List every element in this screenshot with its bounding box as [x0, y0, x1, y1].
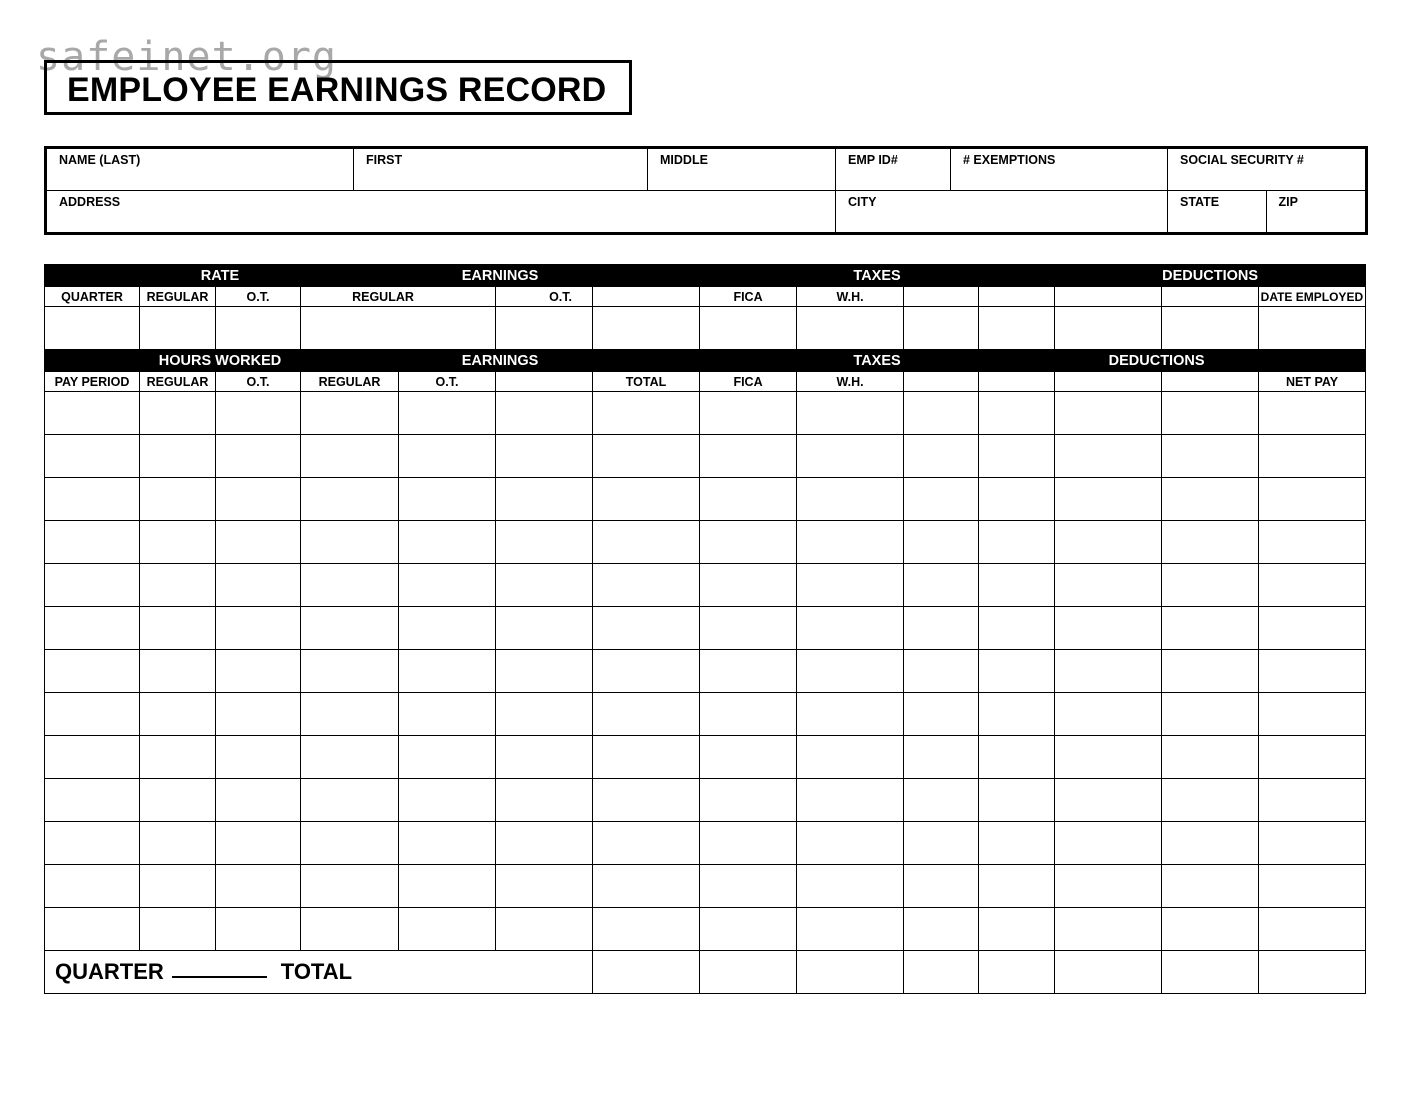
- table-cell[interactable]: [979, 478, 1055, 521]
- total-cell[interactable]: [1162, 951, 1259, 994]
- table-row: [45, 650, 1366, 693]
- quarter-total-label: [45, 951, 593, 994]
- table-cell[interactable]: [797, 908, 904, 951]
- total-cell[interactable]: [904, 951, 979, 994]
- rate-deductions-header: DEDUCTIONS: [1055, 265, 1366, 287]
- pay-fica-col: FICA: [700, 372, 797, 392]
- table-cell[interactable]: [301, 521, 399, 564]
- table-cell[interactable]: [216, 392, 301, 435]
- table-cell[interactable]: [45, 779, 140, 822]
- table-cell[interactable]: [700, 607, 797, 650]
- table-cell[interactable]: [979, 908, 1055, 951]
- table-cell[interactable]: [399, 478, 496, 521]
- rate-header-blank: [45, 265, 140, 287]
- net-pay-header-blank: [1259, 350, 1366, 372]
- table-cell[interactable]: [301, 865, 399, 908]
- table-row: [45, 521, 1366, 564]
- table-cell[interactable]: [1259, 779, 1366, 822]
- table-cell[interactable]: [797, 564, 904, 607]
- table-cell[interactable]: [1055, 607, 1162, 650]
- table-cell[interactable]: [700, 736, 797, 779]
- rate-header: RATE: [140, 265, 301, 287]
- table-cell[interactable]: [45, 478, 140, 521]
- quarter-label: QUARTER: [55, 959, 164, 984]
- table-cell[interactable]: [216, 865, 301, 908]
- table-cell[interactable]: [140, 521, 216, 564]
- table-cell[interactable]: [45, 392, 140, 435]
- quarter-col: QUARTER: [45, 287, 140, 307]
- hours-worked-header: HOURS WORKED: [140, 350, 301, 372]
- table-cell[interactable]: [399, 779, 496, 822]
- table-cell[interactable]: [593, 607, 700, 650]
- table-cell[interactable]: [1055, 650, 1162, 693]
- total-cell[interactable]: [797, 951, 904, 994]
- table-cell[interactable]: [1162, 693, 1259, 736]
- table-cell[interactable]: [797, 521, 904, 564]
- table-cell[interactable]: [797, 779, 904, 822]
- table-row: [45, 908, 1366, 951]
- table-cell[interactable]: [496, 650, 593, 693]
- pay-ded-blank-1: [1055, 372, 1162, 392]
- table-cell[interactable]: [399, 392, 496, 435]
- table-cell[interactable]: [140, 736, 216, 779]
- ssn-field[interactable]: SOCIAL SECURITY #: [1168, 148, 1367, 191]
- table-cell[interactable]: [1259, 392, 1366, 435]
- table-cell[interactable]: [979, 392, 1055, 435]
- table-cell[interactable]: [140, 435, 216, 478]
- rate-ot-col: O.T.: [216, 287, 301, 307]
- table-cell[interactable]: [904, 478, 979, 521]
- table-row: [45, 607, 1366, 650]
- table-cell[interactable]: [1055, 908, 1162, 951]
- table-row: [45, 478, 1366, 521]
- table-cell[interactable]: [1055, 736, 1162, 779]
- table-cell[interactable]: [904, 822, 979, 865]
- table-cell[interactable]: [593, 478, 700, 521]
- title-box: [44, 60, 632, 115]
- table-cell[interactable]: [797, 392, 904, 435]
- pay-total-col: TOTAL: [593, 372, 700, 392]
- table-cell[interactable]: [1055, 779, 1162, 822]
- table-cell[interactable]: [140, 693, 216, 736]
- quarter-total-row: [45, 951, 1366, 994]
- table-cell[interactable]: [979, 607, 1055, 650]
- table-cell[interactable]: [301, 478, 399, 521]
- rate-cell[interactable]: [140, 307, 216, 350]
- table-cell[interactable]: [1259, 736, 1366, 779]
- hours-header-blank: [45, 350, 140, 372]
- pay-ded-blank-2: [1162, 372, 1259, 392]
- table-cell[interactable]: [45, 865, 140, 908]
- table-cell[interactable]: [593, 564, 700, 607]
- table-cell[interactable]: [399, 693, 496, 736]
- table-cell[interactable]: [904, 693, 979, 736]
- address-field[interactable]: [46, 191, 836, 234]
- table-cell[interactable]: [904, 908, 979, 951]
- table-cell[interactable]: [140, 779, 216, 822]
- table-cell[interactable]: [593, 521, 700, 564]
- table-cell[interactable]: [399, 865, 496, 908]
- rate-cell[interactable]: [496, 307, 593, 350]
- table-cell[interactable]: [140, 865, 216, 908]
- table-cell[interactable]: [1259, 607, 1366, 650]
- table-cell[interactable]: [140, 822, 216, 865]
- rate-cell[interactable]: [593, 307, 700, 350]
- table-cell[interactable]: [216, 650, 301, 693]
- rate-cell[interactable]: [904, 307, 979, 350]
- zip-field[interactable]: [1267, 191, 1366, 232]
- rate-cell[interactable]: [1055, 307, 1162, 350]
- table-cell[interactable]: [904, 865, 979, 908]
- hours-deductions-header: DEDUCTIONS: [1055, 350, 1259, 372]
- table-cell[interactable]: [797, 736, 904, 779]
- emp-id-field[interactable]: EMP ID#: [836, 148, 951, 191]
- table-cell[interactable]: [216, 736, 301, 779]
- table-cell[interactable]: [496, 908, 593, 951]
- table-cell[interactable]: [496, 693, 593, 736]
- table-cell[interactable]: [1055, 865, 1162, 908]
- table-cell[interactable]: [1162, 435, 1259, 478]
- table-row: [45, 564, 1366, 607]
- table-cell[interactable]: [700, 779, 797, 822]
- rate-cell[interactable]: [1259, 307, 1366, 350]
- table-cell[interactable]: [904, 607, 979, 650]
- table-cell[interactable]: [700, 435, 797, 478]
- table-cell[interactable]: [301, 564, 399, 607]
- table-cell[interactable]: [700, 521, 797, 564]
- pay-wh-col: W.H.: [797, 372, 904, 392]
- table-cell[interactable]: [904, 521, 979, 564]
- quarter-number-line[interactable]: [172, 976, 267, 978]
- table-cell[interactable]: [700, 650, 797, 693]
- table-cell[interactable]: [496, 478, 593, 521]
- table-cell[interactable]: [301, 435, 399, 478]
- hours-regular-col: REGULAR: [140, 372, 216, 392]
- table-cell[interactable]: [1162, 650, 1259, 693]
- table-cell[interactable]: [301, 650, 399, 693]
- table-cell[interactable]: [593, 865, 700, 908]
- table-cell[interactable]: [1055, 521, 1162, 564]
- table-cell[interactable]: [904, 650, 979, 693]
- middle-name-field[interactable]: MIDDLE: [648, 148, 836, 191]
- exemptions-field[interactable]: # EXEMPTIONS: [951, 148, 1168, 191]
- table-cell[interactable]: [904, 779, 979, 822]
- table-cell[interactable]: [45, 908, 140, 951]
- hours-earnings-header: EARNINGS: [301, 350, 700, 372]
- table-cell[interactable]: [1259, 478, 1366, 521]
- total-cell[interactable]: [593, 951, 700, 994]
- table-cell[interactable]: [496, 736, 593, 779]
- city-field[interactable]: [836, 191, 1168, 234]
- table-cell[interactable]: [797, 693, 904, 736]
- table-cell[interactable]: [496, 435, 593, 478]
- rate-earnings-header: EARNINGS: [301, 265, 700, 287]
- pay-tax-blank-1: [904, 372, 979, 392]
- table-cell[interactable]: [496, 865, 593, 908]
- table-cell[interactable]: [904, 564, 979, 607]
- earn-ot-col: O.T.: [496, 287, 593, 307]
- table-cell[interactable]: [140, 478, 216, 521]
- table-cell[interactable]: [979, 822, 1055, 865]
- table-cell[interactable]: [979, 521, 1055, 564]
- table-row: [45, 736, 1366, 779]
- table-cell[interactable]: [496, 521, 593, 564]
- table-cell[interactable]: [700, 908, 797, 951]
- pay-earn-ot-col: O.T.: [399, 372, 496, 392]
- table-cell[interactable]: [593, 392, 700, 435]
- table-cell[interactable]: [979, 435, 1055, 478]
- table-cell[interactable]: [1162, 779, 1259, 822]
- earnings-grid: [44, 264, 1366, 994]
- table-cell[interactable]: [45, 822, 140, 865]
- table-cell[interactable]: [1259, 650, 1366, 693]
- table-cell[interactable]: [1055, 478, 1162, 521]
- table-cell[interactable]: [797, 650, 904, 693]
- net-pay-col: NET PAY: [1259, 372, 1366, 392]
- table-cell[interactable]: [1162, 822, 1259, 865]
- table-cell[interactable]: [979, 650, 1055, 693]
- table-cell[interactable]: [216, 564, 301, 607]
- table-cell[interactable]: [700, 564, 797, 607]
- table-cell[interactable]: [216, 908, 301, 951]
- table-cell[interactable]: [904, 736, 979, 779]
- table-cell[interactable]: [399, 908, 496, 951]
- table-row: [45, 435, 1366, 478]
- tax-blank-col-1: [904, 287, 979, 307]
- table-cell[interactable]: [301, 822, 399, 865]
- table-cell[interactable]: [593, 650, 700, 693]
- table-cell[interactable]: [1162, 607, 1259, 650]
- table-cell[interactable]: [1055, 822, 1162, 865]
- table-cell[interactable]: [797, 865, 904, 908]
- table-cell[interactable]: [140, 392, 216, 435]
- table-cell[interactable]: [1162, 478, 1259, 521]
- ded-blank-col-1: [1055, 287, 1162, 307]
- table-cell[interactable]: [979, 865, 1055, 908]
- table-cell[interactable]: [700, 865, 797, 908]
- table-cell[interactable]: [1055, 693, 1162, 736]
- tax-blank-col-2: [979, 287, 1055, 307]
- table-cell[interactable]: [140, 564, 216, 607]
- table-cell[interactable]: [979, 779, 1055, 822]
- table-cell[interactable]: [1259, 693, 1366, 736]
- rate-data-row: [45, 307, 1366, 350]
- watermark: safeinet.org: [36, 34, 337, 80]
- table-cell[interactable]: [1259, 908, 1366, 951]
- table-cell[interactable]: [216, 693, 301, 736]
- state-zip-field: [1168, 191, 1367, 234]
- table-cell[interactable]: [301, 693, 399, 736]
- table-cell[interactable]: [301, 607, 399, 650]
- earn-blank-col: [593, 287, 700, 307]
- table-cell[interactable]: [399, 521, 496, 564]
- table-cell[interactable]: [593, 822, 700, 865]
- table-cell[interactable]: [700, 693, 797, 736]
- table-cell[interactable]: [216, 607, 301, 650]
- earn-regular-col: REGULAR: [301, 287, 496, 307]
- table-cell[interactable]: [496, 564, 593, 607]
- table-cell[interactable]: [979, 736, 1055, 779]
- state-field[interactable]: [1168, 191, 1267, 232]
- table-cell[interactable]: [1162, 521, 1259, 564]
- table-cell[interactable]: [593, 736, 700, 779]
- table-cell[interactable]: [593, 779, 700, 822]
- hours-taxes-header: TAXES: [700, 350, 1055, 372]
- page-title: EMPLOYEE EARNINGS RECORD: [67, 71, 607, 109]
- table-cell[interactable]: [399, 435, 496, 478]
- rate-cell[interactable]: [700, 307, 797, 350]
- table-cell[interactable]: [1259, 822, 1366, 865]
- table-cell[interactable]: [1055, 435, 1162, 478]
- table-cell[interactable]: [216, 779, 301, 822]
- table-cell[interactable]: [1055, 564, 1162, 607]
- table-cell[interactable]: [216, 822, 301, 865]
- pay-period-rows: [45, 392, 1366, 951]
- table-cell[interactable]: [593, 908, 700, 951]
- table-cell[interactable]: [1259, 435, 1366, 478]
- pay-earn-regular-col: REGULAR: [301, 372, 399, 392]
- pay-earn-blank-col: [496, 372, 593, 392]
- table-cell[interactable]: [399, 650, 496, 693]
- table-cell[interactable]: [1162, 392, 1259, 435]
- total-cell[interactable]: [1055, 951, 1162, 994]
- table-cell[interactable]: [216, 435, 301, 478]
- table-cell[interactable]: [45, 435, 140, 478]
- table-cell[interactable]: [496, 779, 593, 822]
- table-cell[interactable]: [399, 736, 496, 779]
- hours-ot-col: O.T.: [216, 372, 301, 392]
- city-label: CITY: [848, 195, 877, 209]
- pay-period-col: PAY PERIOD: [45, 372, 140, 392]
- table-cell[interactable]: [1259, 521, 1366, 564]
- table-cell[interactable]: [140, 908, 216, 951]
- table-cell[interactable]: [45, 693, 140, 736]
- table-cell[interactable]: [399, 822, 496, 865]
- table-cell[interactable]: [797, 478, 904, 521]
- table-cell[interactable]: [496, 607, 593, 650]
- table-cell[interactable]: [45, 607, 140, 650]
- table-cell[interactable]: [45, 564, 140, 607]
- rate-cell[interactable]: [216, 307, 301, 350]
- table-cell[interactable]: [979, 564, 1055, 607]
- table-row: [45, 693, 1366, 736]
- table-cell[interactable]: [45, 650, 140, 693]
- wh-col: W.H.: [797, 287, 904, 307]
- rate-cell[interactable]: [797, 307, 904, 350]
- table-cell[interactable]: [45, 736, 140, 779]
- table-cell[interactable]: [1259, 865, 1366, 908]
- table-cell[interactable]: [140, 650, 216, 693]
- table-cell[interactable]: [496, 822, 593, 865]
- table-cell[interactable]: [399, 564, 496, 607]
- date-employed-col: DATE EMPLOYED: [1259, 287, 1366, 307]
- address-label: ADDRESS: [59, 195, 121, 209]
- name-last-field[interactable]: NAME (LAST): [46, 148, 354, 191]
- table-cell[interactable]: [301, 392, 399, 435]
- table-cell[interactable]: [700, 392, 797, 435]
- rate-regular-col: REGULAR: [140, 287, 216, 307]
- table-row: [45, 865, 1366, 908]
- first-name-field[interactable]: FIRST: [354, 148, 648, 191]
- table-cell[interactable]: [1162, 908, 1259, 951]
- rate-cell[interactable]: [301, 307, 496, 350]
- total-cell[interactable]: [700, 951, 797, 994]
- rate-cell[interactable]: [979, 307, 1055, 350]
- ded-blank-col-2: [1162, 287, 1259, 307]
- table-cell[interactable]: [979, 693, 1055, 736]
- employee-info-table: [44, 146, 1368, 235]
- table-cell[interactable]: [301, 736, 399, 779]
- table-cell[interactable]: [1055, 392, 1162, 435]
- table-cell[interactable]: [496, 392, 593, 435]
- rate-cell[interactable]: [1162, 307, 1259, 350]
- table-cell[interactable]: [45, 521, 140, 564]
- table-cell[interactable]: [216, 521, 301, 564]
- total-label: TOTAL: [280, 959, 353, 984]
- table-cell[interactable]: [399, 607, 496, 650]
- table-cell[interactable]: [216, 478, 301, 521]
- total-cell[interactable]: [1259, 951, 1366, 994]
- table-cell[interactable]: [593, 435, 700, 478]
- table-cell[interactable]: [301, 779, 399, 822]
- table-cell[interactable]: [1162, 736, 1259, 779]
- table-cell[interactable]: [700, 822, 797, 865]
- table-row: [45, 779, 1366, 822]
- table-row: [45, 392, 1366, 435]
- table-row: [45, 822, 1366, 865]
- table-cell[interactable]: [1259, 564, 1366, 607]
- fica-col: FICA: [700, 287, 797, 307]
- pay-tax-blank-2: [979, 372, 1055, 392]
- table-cell[interactable]: [904, 392, 979, 435]
- table-cell[interactable]: [140, 607, 216, 650]
- table-cell[interactable]: [301, 908, 399, 951]
- rate-cell[interactable]: [45, 307, 140, 350]
- table-cell[interactable]: [797, 435, 904, 478]
- total-cell[interactable]: [979, 951, 1055, 994]
- table-cell[interactable]: [797, 607, 904, 650]
- table-cell[interactable]: [1162, 865, 1259, 908]
- zip-label: ZIP: [1278, 195, 1298, 209]
- table-cell[interactable]: [593, 693, 700, 736]
- state-label: STATE: [1180, 195, 1220, 209]
- rate-taxes-header: TAXES: [700, 265, 1055, 287]
- table-cell[interactable]: [797, 822, 904, 865]
- table-cell[interactable]: [904, 435, 979, 478]
- table-cell[interactable]: [700, 478, 797, 521]
- table-cell[interactable]: [1162, 564, 1259, 607]
